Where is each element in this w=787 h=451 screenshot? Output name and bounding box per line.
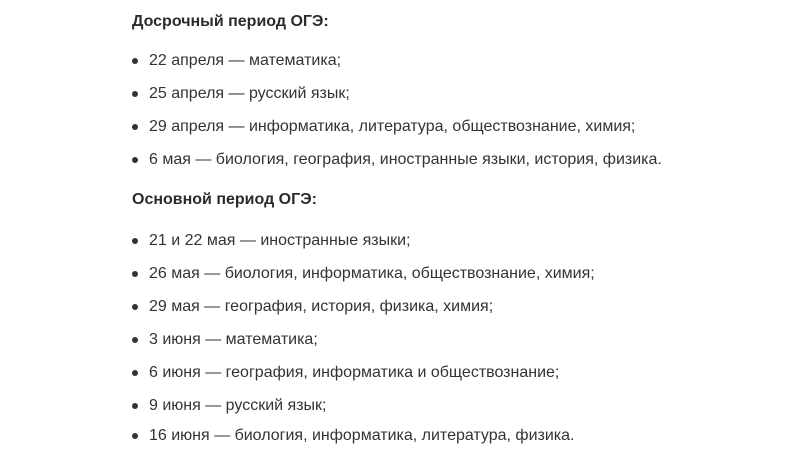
bullet-icon [132,238,138,244]
bullet-icon [132,157,138,163]
bullet-icon [132,433,138,439]
bullet-icon [132,124,138,130]
bullet-icon [132,304,138,310]
bullet-icon [132,370,138,376]
bullet-icon [132,91,138,97]
main-period-heading: Основной период ОГЭ: [132,191,317,208]
bullet-icon [132,58,138,64]
bullet-icon [132,403,138,409]
bullet-icon [132,271,138,277]
bullet-icon [132,337,138,343]
early-period-heading: Досрочный период ОГЭ: [132,13,329,30]
